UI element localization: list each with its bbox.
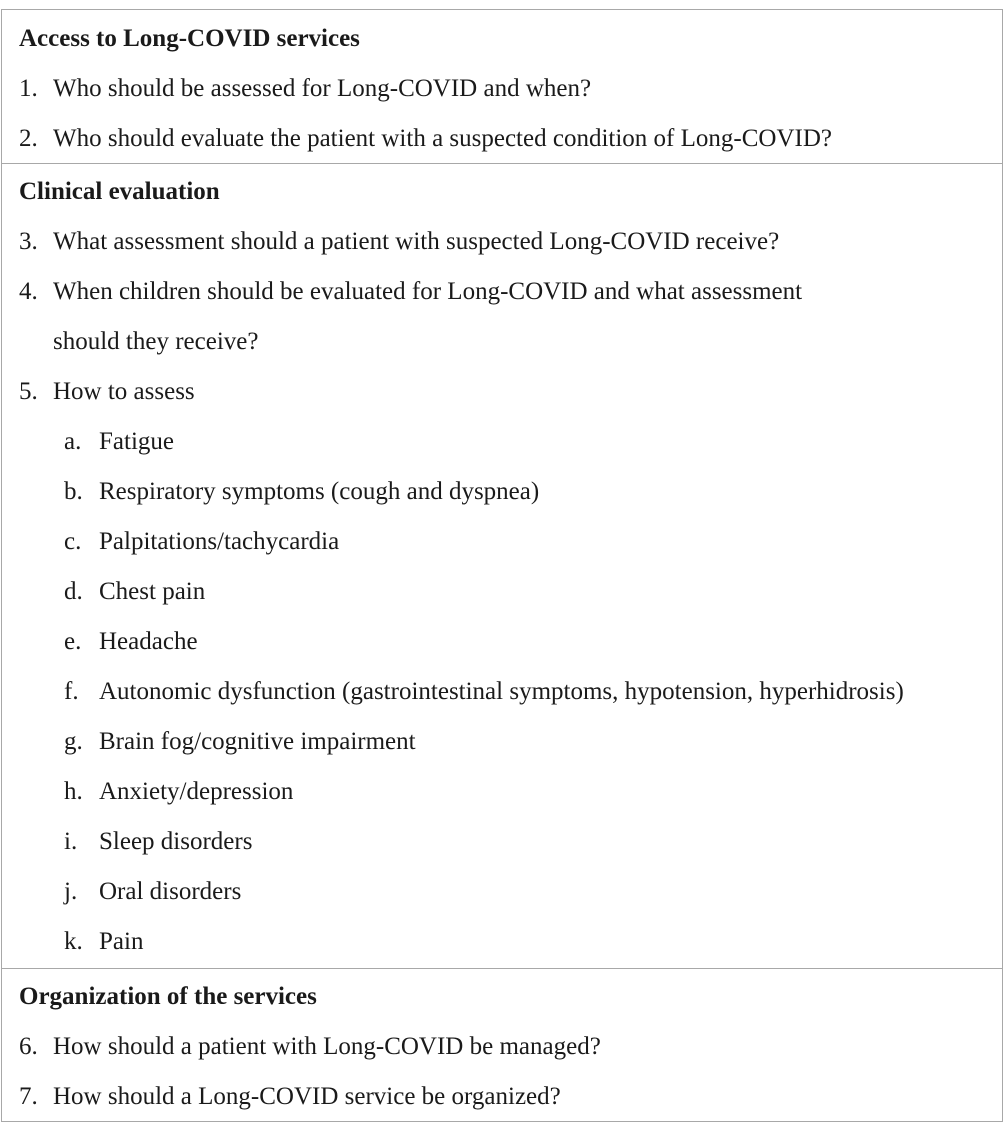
question-text: Who should evaluate the patient with a suspected condition of Long-COVID? — [53, 125, 832, 152]
sub-item-text: Sleep disorders — [99, 828, 253, 855]
question-row-continuation — [2, 317, 1002, 367]
sub-item-text: Anxiety/depression — [99, 778, 294, 805]
question-number: 7. — [19, 1083, 38, 1110]
question-number: 4. — [19, 278, 38, 305]
sub-item-text: Palpitations/tachycardia — [99, 528, 340, 555]
question-text: What assessment should a patient with suspected Long-COVID receive? — [53, 228, 780, 255]
section-clinical-evaluation — [2, 164, 1002, 969]
question-text: When children should be evaluated for Long-COVID and what assessment — [53, 278, 803, 305]
question-text: Who should be assessed for Long-COVID and when? — [53, 75, 592, 102]
question-text-continuation: should they receive? — [53, 328, 259, 355]
sub-item-letter: d. — [64, 578, 83, 605]
sub-item — [2, 717, 1002, 767]
question-row — [2, 217, 1002, 267]
question-row — [2, 64, 1002, 114]
question-text: How to assess — [53, 378, 195, 405]
sub-item — [2, 617, 1002, 667]
sub-item-text: Respiratory symptoms (cough and dyspnea) — [99, 478, 540, 505]
sub-item-text: Fatigue — [99, 428, 174, 455]
question-row — [2, 1072, 1002, 1122]
sub-item-letter: c. — [64, 528, 82, 555]
sub-item-letter: b. — [64, 478, 83, 505]
question-text: How should a Long-COVID service be organized? — [53, 1083, 561, 1110]
question-number: 1. — [19, 75, 38, 102]
sub-item — [2, 867, 1002, 917]
question-number: 5. — [19, 378, 38, 405]
section-organization — [2, 969, 1002, 1121]
sub-item-text: Brain fog/cognitive impairment — [99, 728, 416, 755]
question-row — [2, 1022, 1002, 1072]
sub-item-letter: k. — [64, 928, 83, 955]
sub-item — [2, 467, 1002, 517]
sub-item-text: Chest pain — [99, 578, 206, 605]
sub-item — [2, 767, 1002, 817]
sub-item-letter: a. — [64, 428, 82, 455]
sub-item-text: Oral disorders — [99, 878, 242, 905]
sub-item-text: Pain — [99, 928, 144, 955]
sub-item — [2, 517, 1002, 567]
sub-item-letter: g. — [64, 728, 83, 755]
sub-item-text: Headache — [99, 628, 198, 655]
question-text: How should a patient with Long-COVID be managed? — [53, 1033, 601, 1060]
question-number: 2. — [19, 125, 38, 152]
section-heading: Clinical evaluation — [19, 178, 220, 205]
section-heading: Access to Long-COVID services — [19, 25, 360, 52]
question-row — [2, 267, 1002, 317]
questions-table — [1, 9, 1003, 1122]
sub-item-letter: i. — [64, 828, 78, 855]
sub-item-letter: e. — [64, 628, 82, 655]
sub-item — [2, 567, 1002, 617]
section-heading: Organization of the services — [19, 983, 317, 1010]
question-row — [2, 114, 1002, 164]
sub-item-text: Autonomic dysfunction (gastrointestinal symptoms, hypotension, hyperhidrosis) — [99, 678, 904, 705]
sub-item — [2, 417, 1002, 467]
section-access — [2, 10, 1002, 164]
sub-item-letter: f. — [64, 678, 79, 705]
sub-item — [2, 817, 1002, 867]
question-row — [2, 367, 1002, 417]
sub-item-letter: j. — [64, 878, 78, 905]
question-number: 6. — [19, 1033, 38, 1060]
sub-item — [2, 667, 1002, 717]
question-number: 3. — [19, 228, 38, 255]
sub-item — [2, 917, 1002, 967]
sub-item-letter: h. — [64, 778, 83, 805]
